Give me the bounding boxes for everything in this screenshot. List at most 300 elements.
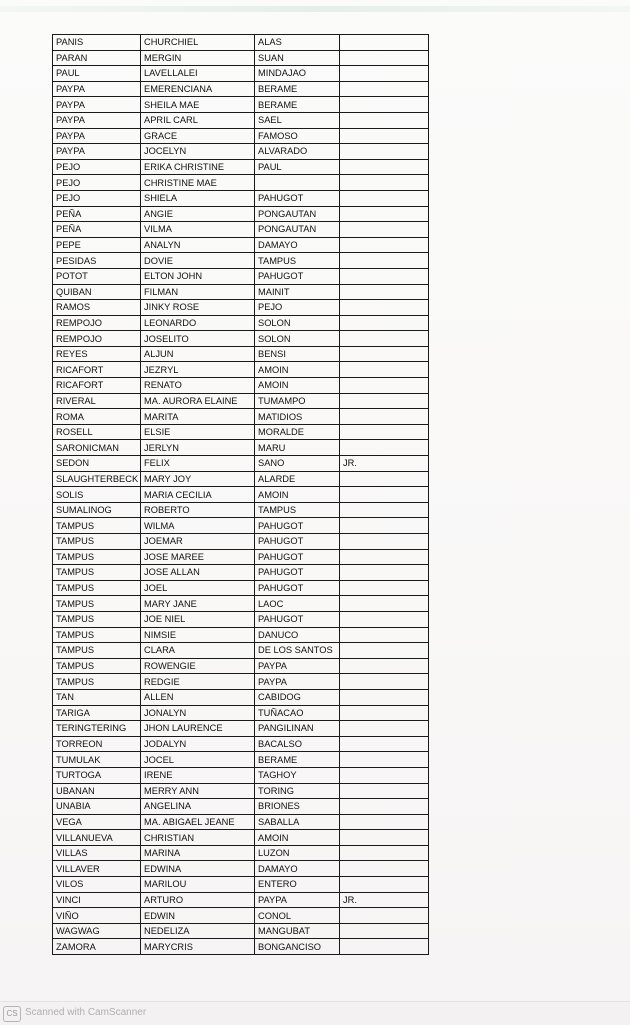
first-name-cell: JERLYN <box>141 440 255 456</box>
suffix-cell <box>340 783 429 799</box>
last-name-cell: QUIBAN <box>53 284 141 300</box>
suffix-cell <box>340 35 429 51</box>
suffix-cell <box>340 674 429 690</box>
table-row <box>53 253 429 269</box>
last-name-cell: RICAFORT <box>53 362 141 378</box>
table-row <box>53 175 429 191</box>
suffix-cell <box>340 378 429 394</box>
first-name-cell: ARTURO <box>141 892 255 908</box>
last-name-cell: SARONICMAN <box>53 440 141 456</box>
first-name-cell: LAVELLALEI <box>141 66 255 82</box>
last-name-cell: VIÑO <box>53 908 141 924</box>
suffix-cell <box>340 112 429 128</box>
middle-name-cell: PAHUGOT <box>255 580 340 596</box>
suffix-cell <box>340 611 429 627</box>
first-name-cell: JINKY ROSE <box>141 300 255 316</box>
middle-name-cell: MANGUBAT <box>255 923 340 939</box>
suffix-cell <box>340 643 429 659</box>
last-name-cell: REMPOJO <box>53 331 141 347</box>
middle-name-cell: MARU <box>255 440 340 456</box>
last-name-cell: TAMPUS <box>53 627 141 643</box>
table-row <box>53 144 429 160</box>
last-name-cell: UBANAN <box>53 783 141 799</box>
suffix-cell <box>340 721 429 737</box>
table-row <box>53 393 429 409</box>
last-name-cell: VINCI <box>53 892 141 908</box>
middle-name-cell: PAYPA <box>255 892 340 908</box>
suffix-cell <box>340 409 429 425</box>
table-row <box>53 534 429 550</box>
first-name-cell: FELIX <box>141 456 255 472</box>
first-name-cell: RENATO <box>141 378 255 394</box>
first-name-cell: ALJUN <box>141 346 255 362</box>
middle-name-cell: MINDAJAO <box>255 66 340 82</box>
first-name-cell: JOSE MAREE <box>141 549 255 565</box>
suffix-cell <box>340 799 429 815</box>
table-row <box>53 35 429 51</box>
middle-name-cell: BENSI <box>255 346 340 362</box>
first-name-cell: JONALYN <box>141 705 255 721</box>
suffix-cell <box>340 580 429 596</box>
table-row <box>53 471 429 487</box>
middle-name-cell: ALARDE <box>255 471 340 487</box>
last-name-cell: VILLAVER <box>53 861 141 877</box>
middle-name-cell: TAMPUS <box>255 253 340 269</box>
middle-name-cell: AMOIN <box>255 362 340 378</box>
suffix-cell <box>340 284 429 300</box>
middle-name-cell: MAINIT <box>255 284 340 300</box>
table-row <box>53 861 429 877</box>
table-row <box>53 845 429 861</box>
middle-name-cell: TUMAMPO <box>255 393 340 409</box>
suffix-cell <box>340 159 429 175</box>
middle-name-cell: BERAME <box>255 81 340 97</box>
middle-name-cell: PAYPA <box>255 674 340 690</box>
suffix-cell <box>340 175 429 191</box>
last-name-cell: PAUL <box>53 66 141 82</box>
middle-name-cell: PONGAUTAN <box>255 222 340 238</box>
first-name-cell: EMERENCIANA <box>141 81 255 97</box>
middle-name-cell: DAMAYO <box>255 861 340 877</box>
table-row <box>53 674 429 690</box>
table-row <box>53 190 429 206</box>
table-row <box>53 81 429 97</box>
last-name-cell: TAMPUS <box>53 658 141 674</box>
suffix-cell <box>340 362 429 378</box>
middle-name-cell: BACALSO <box>255 736 340 752</box>
table-row <box>53 50 429 66</box>
suffix-cell <box>340 50 429 66</box>
table-row <box>53 456 429 472</box>
first-name-cell: MERGIN <box>141 50 255 66</box>
middle-name-cell: LAOC <box>255 596 340 612</box>
first-name-cell: EDWINA <box>141 861 255 877</box>
last-name-cell: UNABIA <box>53 799 141 815</box>
first-name-cell: JOSELITO <box>141 331 255 347</box>
middle-name-cell: PAHUGOT <box>255 565 340 581</box>
middle-name-cell: DANUCO <box>255 627 340 643</box>
first-name-cell: CHRISTINE MAE <box>141 175 255 191</box>
suffix-cell <box>340 237 429 253</box>
first-name-cell: MERRY ANN <box>141 783 255 799</box>
suffix-cell <box>340 206 429 222</box>
suffix-cell <box>340 908 429 924</box>
middle-name-cell: CABIDOG <box>255 689 340 705</box>
middle-name-cell: TUÑACAO <box>255 705 340 721</box>
middle-name-cell: PEJO <box>255 300 340 316</box>
first-name-cell: JOSE ALLAN <box>141 565 255 581</box>
table-row <box>53 518 429 534</box>
first-name-cell: APRIL CARL <box>141 112 255 128</box>
table-row <box>53 689 429 705</box>
suffix-cell <box>340 81 429 97</box>
middle-name-cell: ALVARADO <box>255 144 340 160</box>
middle-name-cell <box>255 175 340 191</box>
suffix-cell <box>340 331 429 347</box>
last-name-cell: POTOT <box>53 268 141 284</box>
middle-name-cell: DAMAYO <box>255 237 340 253</box>
last-name-cell: TERINGTERING <box>53 721 141 737</box>
suffix-cell <box>340 705 429 721</box>
middle-name-cell: LUZON <box>255 845 340 861</box>
last-name-cell: TAMPUS <box>53 565 141 581</box>
suffix-cell <box>340 502 429 518</box>
suffix-cell <box>340 487 429 503</box>
table-row <box>53 206 429 222</box>
suffix-cell <box>340 440 429 456</box>
last-name-cell: VEGA <box>53 814 141 830</box>
middle-name-cell: SAEL <box>255 112 340 128</box>
first-name-cell: MARINA <box>141 845 255 861</box>
last-name-cell: ROMA <box>53 409 141 425</box>
suffix-cell <box>340 300 429 316</box>
suffix-cell <box>340 596 429 612</box>
first-name-cell: ALLEN <box>141 689 255 705</box>
first-name-cell: NIMSIE <box>141 627 255 643</box>
first-name-cell: SHEILA MAE <box>141 97 255 113</box>
suffix-cell <box>340 939 429 955</box>
table-row <box>53 66 429 82</box>
suffix-cell <box>340 128 429 144</box>
last-name-cell: PAYPA <box>53 128 141 144</box>
suffix-cell <box>340 424 429 440</box>
last-name-cell: RICAFORT <box>53 378 141 394</box>
suffix-cell <box>340 877 429 893</box>
suffix-cell <box>340 66 429 82</box>
table-row <box>53 159 429 175</box>
first-name-cell: CLARA <box>141 643 255 659</box>
table-row <box>53 409 429 425</box>
suffix-cell <box>340 767 429 783</box>
last-name-cell: PAYPA <box>53 97 141 113</box>
last-name-cell: TAMPUS <box>53 643 141 659</box>
last-name-cell: PANIS <box>53 35 141 51</box>
first-name-cell: JOCEL <box>141 752 255 768</box>
scanner-watermark-text: Scanned with CamScanner <box>25 1007 147 1018</box>
table-row <box>53 424 429 440</box>
last-name-cell: PEPE <box>53 237 141 253</box>
suffix-cell <box>340 565 429 581</box>
scanner-footer <box>0 1001 630 1025</box>
suffix-cell <box>340 518 429 534</box>
first-name-cell: ANGELINA <box>141 799 255 815</box>
first-name-cell: CHRISTIAN <box>141 830 255 846</box>
last-name-cell: RAMOS <box>53 300 141 316</box>
table-row <box>53 97 429 113</box>
middle-name-cell: AMOIN <box>255 487 340 503</box>
first-name-cell: JHON LAURENCE <box>141 721 255 737</box>
table-row <box>53 378 429 394</box>
middle-name-cell: SOLON <box>255 315 340 331</box>
table-row <box>53 908 429 924</box>
suffix-cell <box>340 534 429 550</box>
first-name-cell: MARIA CECILIA <box>141 487 255 503</box>
last-name-cell: SEDON <box>53 456 141 472</box>
table-row <box>53 627 429 643</box>
suffix-cell <box>340 471 429 487</box>
suffix-cell <box>340 97 429 113</box>
table-row <box>53 284 429 300</box>
middle-name-cell: AMOIN <box>255 830 340 846</box>
first-name-cell: ELTON JOHN <box>141 268 255 284</box>
table-row <box>53 814 429 830</box>
table-row <box>53 767 429 783</box>
suffix-cell <box>340 736 429 752</box>
middle-name-cell: PAUL <box>255 159 340 175</box>
first-name-cell: CHURCHIEL <box>141 35 255 51</box>
middle-name-cell: AMOIN <box>255 378 340 394</box>
last-name-cell: SUMALINOG <box>53 502 141 518</box>
suffix-cell <box>340 658 429 674</box>
middle-name-cell: TORING <box>255 783 340 799</box>
suffix-cell <box>340 689 429 705</box>
table-row <box>53 487 429 503</box>
suffix-cell <box>340 627 429 643</box>
last-name-cell: TUMULAK <box>53 752 141 768</box>
middle-name-cell: SANO <box>255 456 340 472</box>
middle-name-cell: TAMPUS <box>255 502 340 518</box>
middle-name-cell: BERAME <box>255 97 340 113</box>
middle-name-cell: BONGANCISO <box>255 939 340 955</box>
suffix-cell <box>340 861 429 877</box>
first-name-cell: FILMAN <box>141 284 255 300</box>
first-name-cell: DOVIE <box>141 253 255 269</box>
first-name-cell: ELSIE <box>141 424 255 440</box>
middle-name-cell: BRIONES <box>255 799 340 815</box>
suffix-cell <box>340 845 429 861</box>
last-name-cell: VILLANUEVA <box>53 830 141 846</box>
first-name-cell: MA. ABIGAEL JEANE <box>141 814 255 830</box>
last-name-cell: SOLIS <box>53 487 141 503</box>
last-name-cell: TAMPUS <box>53 611 141 627</box>
last-name-cell: PARAN <box>53 50 141 66</box>
middle-name-cell: FAMOSO <box>255 128 340 144</box>
table-row <box>53 643 429 659</box>
first-name-cell: WILMA <box>141 518 255 534</box>
suffix-cell <box>340 315 429 331</box>
last-name-cell: VILOS <box>53 877 141 893</box>
table-row <box>53 112 429 128</box>
middle-name-cell: PAHUGOT <box>255 190 340 206</box>
suffix-cell <box>340 752 429 768</box>
table-row <box>53 892 429 908</box>
last-name-cell: WAGWAG <box>53 923 141 939</box>
table-row <box>53 783 429 799</box>
table-row <box>53 830 429 846</box>
suffix-cell: JR. <box>340 892 429 908</box>
middle-name-cell: MORALDE <box>255 424 340 440</box>
name-list-body <box>53 35 429 955</box>
table-row <box>53 268 429 284</box>
middle-name-cell: ALAS <box>255 35 340 51</box>
table-row <box>53 752 429 768</box>
last-name-cell: TAMPUS <box>53 674 141 690</box>
suffix-cell <box>340 253 429 269</box>
middle-name-cell: PANGILINAN <box>255 721 340 737</box>
last-name-cell: PEJO <box>53 175 141 191</box>
last-name-cell: VILLAS <box>53 845 141 861</box>
scan-artifact-line <box>0 6 630 12</box>
suffix-cell <box>340 144 429 160</box>
suffix-cell <box>340 190 429 206</box>
first-name-cell: NEDELIZA <box>141 923 255 939</box>
last-name-cell: TAMPUS <box>53 596 141 612</box>
table-row <box>53 331 429 347</box>
table-row <box>53 565 429 581</box>
last-name-cell: PAYPA <box>53 144 141 160</box>
first-name-cell: IRENE <box>141 767 255 783</box>
middle-name-cell: PAHUGOT <box>255 611 340 627</box>
last-name-cell: PEÑA <box>53 222 141 238</box>
table-row <box>53 222 429 238</box>
last-name-cell: TAMPUS <box>53 549 141 565</box>
middle-name-cell: CONOL <box>255 908 340 924</box>
last-name-cell: PEJO <box>53 159 141 175</box>
table-row <box>53 939 429 955</box>
last-name-cell: SLAUGHTERBECK <box>53 471 141 487</box>
middle-name-cell: SOLON <box>255 331 340 347</box>
suffix-cell <box>340 346 429 362</box>
suffix-cell <box>340 393 429 409</box>
last-name-cell: PAYPA <box>53 81 141 97</box>
first-name-cell: ERIKA CHRISTINE <box>141 159 255 175</box>
last-name-cell: TAMPUS <box>53 580 141 596</box>
table-row <box>53 799 429 815</box>
middle-name-cell: PAHUGOT <box>255 518 340 534</box>
first-name-cell: MARILOU <box>141 877 255 893</box>
suffix-cell <box>340 923 429 939</box>
last-name-cell: REYES <box>53 346 141 362</box>
middle-name-cell: PONGAUTAN <box>255 206 340 222</box>
middle-name-cell: SUAN <box>255 50 340 66</box>
table-row <box>53 315 429 331</box>
last-name-cell: ROSELL <box>53 424 141 440</box>
table-row <box>53 362 429 378</box>
first-name-cell: ROWENGIE <box>141 658 255 674</box>
first-name-cell: MA. AURORA ELAINE <box>141 393 255 409</box>
first-name-cell: LEONARDO <box>141 315 255 331</box>
last-name-cell: PAYPA <box>53 112 141 128</box>
first-name-cell: JOE NIEL <box>141 611 255 627</box>
last-name-cell: REMPOJO <box>53 315 141 331</box>
table-row <box>53 611 429 627</box>
table-row <box>53 705 429 721</box>
table-row <box>53 440 429 456</box>
first-name-cell: GRACE <box>141 128 255 144</box>
name-list-table <box>52 34 429 955</box>
last-name-cell: TAN <box>53 689 141 705</box>
first-name-cell: EDWIN <box>141 908 255 924</box>
middle-name-cell: PAHUGOT <box>255 268 340 284</box>
suffix-cell <box>340 814 429 830</box>
first-name-cell: REDGIE <box>141 674 255 690</box>
middle-name-cell: ENTERO <box>255 877 340 893</box>
first-name-cell: ROBERTO <box>141 502 255 518</box>
first-name-cell: JOEMAR <box>141 534 255 550</box>
middle-name-cell: TAGHOY <box>255 767 340 783</box>
middle-name-cell: MATIDIOS <box>255 409 340 425</box>
camscanner-logo-icon: CS <box>3 1006 21 1022</box>
table-row <box>53 923 429 939</box>
last-name-cell: RIVERAL <box>53 393 141 409</box>
last-name-cell: TAMPUS <box>53 518 141 534</box>
first-name-cell: ANALYN <box>141 237 255 253</box>
suffix-cell <box>340 549 429 565</box>
first-name-cell: JOCELYN <box>141 144 255 160</box>
first-name-cell: MARY JANE <box>141 596 255 612</box>
table-row <box>53 721 429 737</box>
first-name-cell: JOEL <box>141 580 255 596</box>
first-name-cell: ANGIE <box>141 206 255 222</box>
middle-name-cell: DE LOS SANTOS <box>255 643 340 659</box>
first-name-cell: JEZRYL <box>141 362 255 378</box>
last-name-cell: TAMPUS <box>53 534 141 550</box>
suffix-cell: JR. <box>340 456 429 472</box>
first-name-cell: JODALYN <box>141 736 255 752</box>
middle-name-cell: BERAME <box>255 752 340 768</box>
table-row <box>53 128 429 144</box>
table-row <box>53 300 429 316</box>
table-row <box>53 658 429 674</box>
first-name-cell: VILMA <box>141 222 255 238</box>
suffix-cell <box>340 268 429 284</box>
last-name-cell: PESIDAS <box>53 253 141 269</box>
suffix-cell <box>340 830 429 846</box>
last-name-cell: ZAMORA <box>53 939 141 955</box>
last-name-cell: TORREON <box>53 736 141 752</box>
first-name-cell: SHIELA <box>141 190 255 206</box>
first-name-cell: MARITA <box>141 409 255 425</box>
first-name-cell: MARYCRIS <box>141 939 255 955</box>
table-row <box>53 877 429 893</box>
table-row <box>53 502 429 518</box>
middle-name-cell: PAHUGOT <box>255 534 340 550</box>
table-row <box>53 596 429 612</box>
middle-name-cell: SABALLA <box>255 814 340 830</box>
first-name-cell: MARY JOY <box>141 471 255 487</box>
table-row <box>53 346 429 362</box>
table-row <box>53 549 429 565</box>
table-row <box>53 237 429 253</box>
middle-name-cell: PAYPA <box>255 658 340 674</box>
middle-name-cell: PAHUGOT <box>255 549 340 565</box>
last-name-cell: PEJO <box>53 190 141 206</box>
last-name-cell: PEÑA <box>53 206 141 222</box>
table-row <box>53 580 429 596</box>
table-row <box>53 736 429 752</box>
suffix-cell <box>340 222 429 238</box>
last-name-cell: TURTOGA <box>53 767 141 783</box>
